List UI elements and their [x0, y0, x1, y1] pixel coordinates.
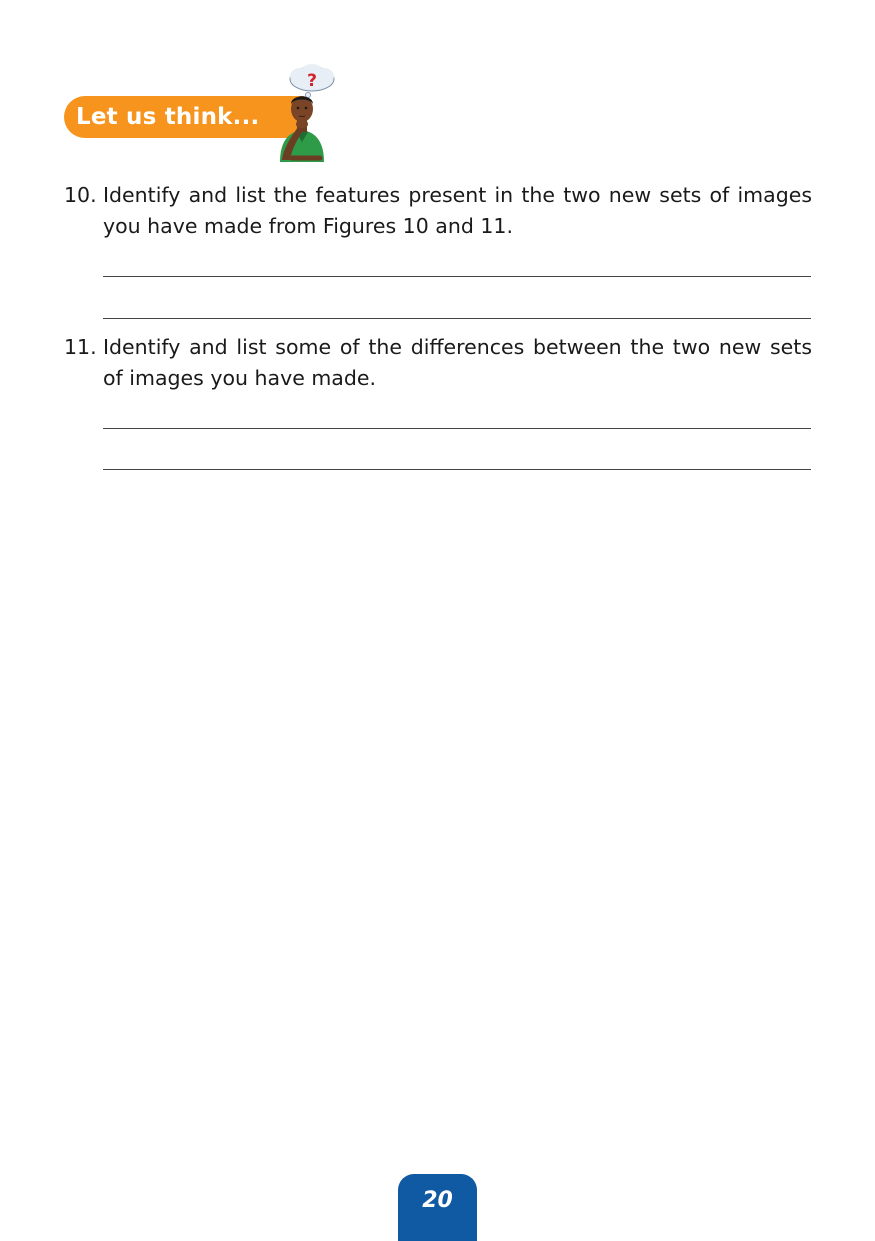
banner-label: Let us think... — [76, 104, 260, 130]
thought-cloud-icon — [290, 64, 334, 103]
page-number: 20 — [422, 1188, 453, 1213]
question-mark: ? — [307, 71, 317, 91]
answer-line[interactable] — [103, 428, 811, 429]
answer-line[interactable] — [103, 276, 811, 277]
question-number: 10. — [64, 183, 97, 207]
question-number: 11. — [64, 335, 97, 359]
page-number-tab — [398, 1174, 477, 1241]
question-11 — [64, 332, 812, 394]
thinking-boy-illustration — [262, 62, 344, 164]
answer-line[interactable] — [103, 318, 811, 319]
question-text: Identify and list some of the differences between the two new sets of images you have made. — [103, 335, 812, 390]
answer-line[interactable] — [103, 469, 811, 470]
question-text: Identify and list the features present in the two new sets of images you have made from Figures 10 and 11. — [103, 183, 812, 238]
question-10 — [64, 180, 812, 242]
